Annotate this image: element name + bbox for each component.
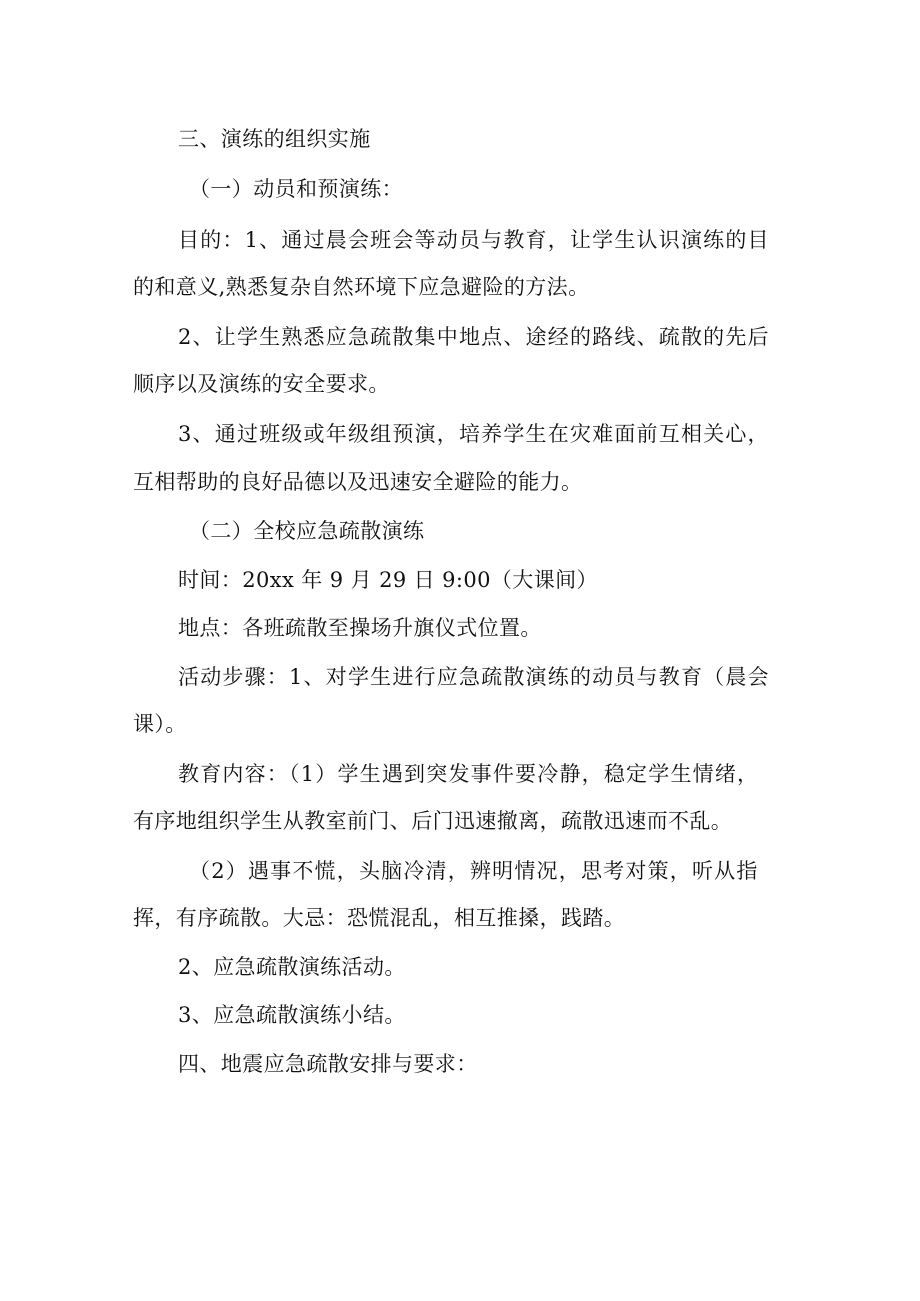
steps-line-1: 活动步骤：1、对学生进行应急疏散演练的动员与教育（晨会 [178,665,770,689]
item-2-line-2: 顺序以及演练的安全要求。 [133,372,390,396]
education-2-line-1: （2）遇事不慌，头脑冷清，辨明情况，思考对策，听从指 [189,859,759,883]
item-3-line-2: 互相帮助的良好品德以及迅速安全避险的能力。 [133,470,583,494]
subsection-2-heading: （二）全校应急疏散演练 [189,519,425,543]
purpose-line-1: 目的：1、通过晨会班会等动员与教育，让学生认识演练的目 [178,228,770,252]
education-line-2: 有序地组织学生从教室前门、后门迅速撤离，疏散迅速而不乱。 [133,809,733,833]
time-line: 时间：20xx 年 9 月 29 日 9:00（大课间） [178,568,598,592]
subsection-1-heading: （一）动员和预演练： [189,177,403,201]
purpose-line-2: 的和意义,熟悉复杂自然环境下应急避险的方法。 [133,275,590,299]
steps-line-2: 课）。 [133,712,187,736]
section-3-heading: 三、演练的组织实施 [178,127,371,151]
step-2-line: 2、应急疏散演练活动。 [178,955,406,979]
step-3-line: 3、应急疏散演练小结。 [178,1003,406,1027]
section-4-heading: 四、地震应急疏散安排与要求： [178,1052,478,1076]
education-2-line-2: 挥，有序疏散。大忌：恐慌混乱，相互推搡，践踏。 [133,906,626,930]
education-line-1: 教育内容：（1）学生遇到突发事件要冷静，稳定学生情绪， [178,762,760,786]
item-2-line-1: 2、让学生熟悉应急疏散集中地点、途经的路线、疏散的先后 [178,325,770,349]
item-3-line-1: 3、通过班级或年级组预演，培养学生在灾难面前互相关心， [178,422,770,446]
place-line: 地点：各班疏散至操场升旗仪式位置。 [178,616,542,640]
